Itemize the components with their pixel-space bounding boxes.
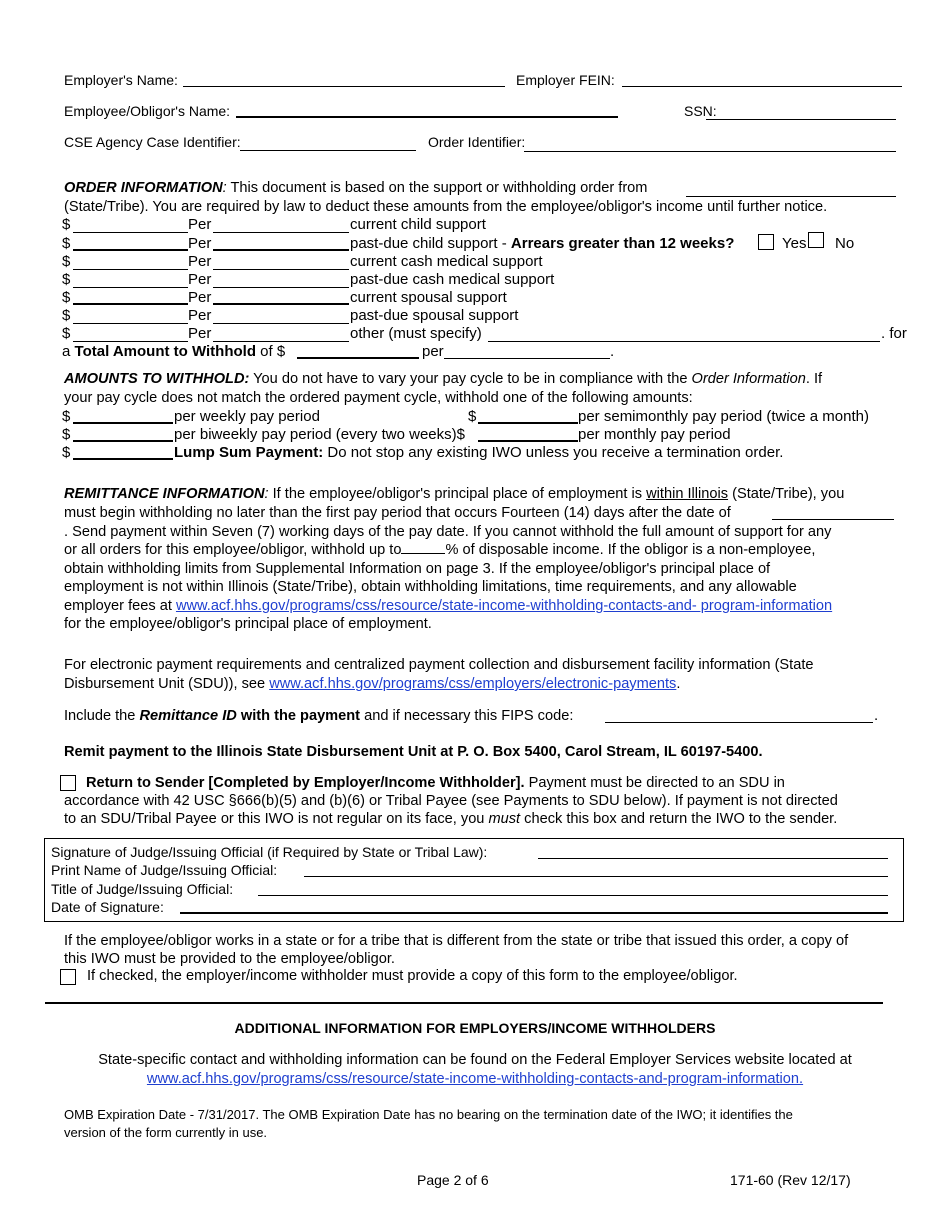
omb-line1: OMB Expiration Date - 7/31/2017. The OMB Expiration Date has no bearing on the termination date of the IWO; it identifies the bbox=[64, 1107, 793, 1122]
copy-check-text: If checked, the employer/income withholder must provide a copy of this form to the employee/obligor. bbox=[87, 968, 738, 984]
row-desc: current spousal support bbox=[350, 289, 507, 306]
signature-label: Signature of Judge/Issuing Official (if Required by State or Tribal Law): bbox=[51, 844, 488, 860]
row-desc: other (must specify) bbox=[350, 325, 482, 342]
employer-fein-field[interactable] bbox=[622, 86, 902, 87]
per-label: Per bbox=[188, 289, 212, 306]
additional-heading: ADDITIONAL INFORMATION FOR EMPLOYERS/INCOME WITHHOLDERS bbox=[234, 1020, 716, 1036]
remit-line4 bbox=[64, 541, 815, 560]
order-state-field[interactable] bbox=[686, 196, 896, 197]
date-field[interactable] bbox=[180, 912, 888, 914]
arrears-no-checkbox[interactable] bbox=[808, 232, 824, 248]
total-label bbox=[62, 343, 285, 360]
total-of: of $ bbox=[256, 343, 286, 360]
title-label: Title of Judge/Issuing Official: bbox=[51, 881, 234, 897]
per-label: Per bbox=[188, 253, 212, 270]
additional-line1: State-specific contact and withholding information can be found on the Federal Employer Services website located at bbox=[98, 1052, 852, 1068]
fips-end: . bbox=[874, 707, 879, 724]
monthly-label: per monthly pay period bbox=[578, 426, 731, 443]
per-label: Per bbox=[188, 235, 212, 252]
biweekly-label: per biweekly pay period (every two weeks)$ bbox=[174, 426, 465, 443]
row-desc: current child support bbox=[350, 216, 486, 233]
print-name-label: Print Name of Judge/Issuing Official: bbox=[51, 862, 278, 878]
order-id-field[interactable] bbox=[524, 151, 896, 152]
state-contacts-link[interactable]: www.acf.hhs.gov/programs/css/resource/state-income-withholding-contacts-and- program-information bbox=[175, 598, 833, 614]
per-label: Per bbox=[188, 216, 212, 233]
return-line3 bbox=[64, 810, 837, 829]
dollar-sign: $ bbox=[62, 325, 71, 342]
remit-state: within Illinois bbox=[646, 486, 729, 502]
amount-field[interactable] bbox=[73, 341, 188, 342]
per-label: Per bbox=[188, 271, 212, 288]
remit-id-d: and if necessary this FIPS code: bbox=[360, 708, 574, 724]
lump-sum-label: Lump Sum Payment: bbox=[174, 444, 324, 461]
electronic-l2b: . bbox=[676, 676, 681, 692]
order-info-line1 bbox=[64, 179, 647, 198]
dollar-sign: $ bbox=[62, 444, 71, 461]
electronic-line2 bbox=[64, 675, 680, 694]
employer-name-label: Employer's Name: bbox=[64, 72, 178, 88]
return-l3a: to an SDU/Tribal Payee or this IWO is not regular on its face, you bbox=[64, 811, 489, 827]
electronic-payments-link[interactable]: www.acf.hhs.gov/programs/css/employers/electronic-payments bbox=[269, 676, 677, 692]
period-field[interactable] bbox=[213, 323, 349, 324]
amount-field[interactable] bbox=[73, 249, 188, 251]
order-info-heading: ORDER INFORMATION bbox=[64, 180, 223, 196]
amounts-heading: AMOUNTS TO WITHHOLD: bbox=[64, 371, 250, 387]
remit-heading: REMITTANCE INFORMATION bbox=[64, 486, 265, 502]
return-l3c: check this box and return the IWO to the sender. bbox=[520, 811, 838, 827]
amount-field[interactable] bbox=[73, 323, 188, 324]
remit-line5: obtain withholding limits from Supplemental Information on page 3. If the employee/obligor's principal place of bbox=[64, 561, 771, 577]
state-contacts-link-2[interactable]: www.acf.hhs.gov/programs/css/resource/state-income-withholding-contacts-and-program-information. bbox=[146, 1071, 804, 1087]
amounts-text-b: Order Information bbox=[691, 371, 806, 387]
copy-notice-line1: If the employee/obligor works in a state or for a tribe that is different from the state or tribe that issued this order, a copy of bbox=[64, 933, 849, 949]
date-label: Date of Signature: bbox=[51, 899, 164, 915]
semimonthly-amount-field[interactable] bbox=[478, 422, 578, 424]
for-label: . for bbox=[881, 325, 907, 342]
row-desc: past-due spousal support bbox=[350, 307, 519, 324]
remit-line3: . Send payment within Seven (7) working days of the pay date. If you cannot withhold the full amount of support for any bbox=[64, 524, 832, 540]
fips-code-field[interactable] bbox=[605, 722, 873, 723]
amount-field[interactable] bbox=[73, 287, 188, 288]
return-to-sender-checkbox[interactable] bbox=[60, 775, 76, 791]
remit-l1c: (State/Tribe), you bbox=[728, 486, 845, 502]
weekly-amount-field[interactable] bbox=[73, 422, 173, 424]
withhold-percent-field[interactable] bbox=[401, 541, 445, 554]
employee-name-field[interactable] bbox=[236, 116, 618, 118]
row-desc: past-due cash medical support bbox=[350, 271, 555, 288]
total-end: . bbox=[610, 343, 615, 360]
remit-line7 bbox=[64, 597, 832, 616]
row-desc-text: past-due child support - bbox=[350, 235, 511, 252]
omb-line2: version of the form currently in use. bbox=[64, 1125, 268, 1140]
per-label: Per bbox=[188, 325, 212, 342]
signature-field[interactable] bbox=[538, 858, 888, 859]
remit-line8: for the employee/obligor's principal place of employment. bbox=[64, 616, 432, 632]
amounts-text-a: You do not have to vary your pay cycle to be in compliance with the bbox=[249, 371, 692, 387]
order-info-intro: This document is based on the support or withholding order from bbox=[226, 180, 648, 196]
period-field[interactable] bbox=[213, 269, 349, 270]
remit-l7a: employer fees at bbox=[64, 598, 176, 614]
additional-link-line bbox=[0, 1071, 950, 1087]
period-field[interactable] bbox=[213, 232, 349, 233]
amounts-line2: your pay cycle does not match the ordered payment cycle, withhold one of the following amounts: bbox=[64, 390, 693, 406]
return-must: must bbox=[488, 811, 521, 827]
remit-id-a: Include the bbox=[64, 708, 140, 724]
period-field[interactable] bbox=[213, 303, 349, 305]
section-divider bbox=[45, 1002, 883, 1004]
remit-date-field[interactable] bbox=[772, 519, 894, 520]
print-name-field[interactable] bbox=[304, 876, 888, 877]
arrears-yes-label: Yes bbox=[782, 235, 807, 252]
lump-amount-field[interactable] bbox=[73, 458, 173, 460]
dollar-sign: $ bbox=[62, 271, 71, 288]
monthly-amount-field[interactable] bbox=[478, 440, 578, 442]
remit-l1a: If the employee/obligor's principal place of employment is bbox=[268, 486, 647, 502]
electronic-l2a: Disbursement Unit (SDU)), see bbox=[64, 676, 270, 692]
return-line2: accordance with 42 USC §666(b)(5) and (b)(6) or Tribal Payee (see Payments to SDU below). If payment is not directed bbox=[64, 793, 838, 809]
remit-line2: must begin withholding no later than the first pay period that occurs Fourteen (14) days after the date of bbox=[64, 505, 731, 521]
dollar-sign: $ bbox=[62, 235, 71, 252]
other-specify-field[interactable] bbox=[488, 341, 880, 342]
form-id: 171-60 (Rev 12/17) bbox=[730, 1172, 851, 1188]
copy-notice-line2: this IWO must be provided to the employee/obligor. bbox=[64, 951, 395, 967]
dollar-sign: $ bbox=[62, 253, 71, 270]
dollar-sign: $ bbox=[62, 216, 71, 233]
amount-field[interactable] bbox=[73, 303, 188, 305]
remit-l4b: % of disposable income. If the obligor is a non-employee, bbox=[445, 542, 816, 558]
lump-sum-desc: Do not stop any existing IWO unless you receive a termination order. bbox=[323, 444, 784, 461]
period-field[interactable] bbox=[213, 287, 349, 288]
employee-name-label: Employee/Obligor's Name: bbox=[64, 103, 231, 119]
return-line1 bbox=[86, 774, 785, 793]
remit-id-line bbox=[64, 707, 573, 726]
amounts-line1 bbox=[64, 370, 822, 389]
ssn-label: SSN: bbox=[684, 103, 717, 119]
title-field[interactable] bbox=[258, 895, 888, 896]
arrears-label: Arrears greater than 12 weeks? bbox=[510, 235, 735, 252]
return-label: Return to Sender [Completed by Employer/Income Withholder]. bbox=[86, 775, 525, 791]
dollar-sign: $ bbox=[62, 289, 71, 306]
biweekly-amount-field[interactable] bbox=[73, 440, 173, 442]
total-period-field[interactable] bbox=[444, 358, 610, 359]
dollar-sign: $ bbox=[468, 408, 477, 425]
cse-case-field[interactable] bbox=[240, 150, 416, 151]
remit-line6: employment is not within Illinois (State/Tribe), obtain withholding limitations, time requirements, and any allowable bbox=[64, 579, 797, 595]
remit-line1 bbox=[64, 485, 844, 504]
period-field[interactable] bbox=[213, 341, 349, 342]
remit-address: Remit payment to the Illinois State Disbursement Unit at P. O. Box 5400, Carol Stream, IL 60197-5400. bbox=[64, 744, 763, 760]
period-field[interactable] bbox=[213, 249, 349, 251]
total-prefix: a bbox=[62, 343, 75, 360]
remit-id-label: Remittance ID bbox=[139, 708, 237, 724]
order-info-line2: (State/Tribe). You are required by law to deduct these amounts from the employee/obligor's income until further notice. bbox=[64, 199, 828, 215]
weekly-label: per weekly pay period bbox=[174, 408, 320, 425]
total-amount-label: Total Amount to Withhold bbox=[74, 343, 256, 360]
row-desc bbox=[350, 235, 734, 252]
dollar-sign: $ bbox=[62, 307, 71, 324]
dollar-sign: $ bbox=[62, 408, 71, 425]
order-id-label: Order Identifier: bbox=[428, 134, 526, 150]
remit-id-c: with the payment bbox=[236, 708, 361, 724]
employer-name-field[interactable] bbox=[183, 86, 505, 87]
arrears-yes-checkbox[interactable] bbox=[758, 234, 774, 250]
amount-field[interactable] bbox=[73, 232, 188, 233]
per-label: Per bbox=[188, 307, 212, 324]
dollar-sign: $ bbox=[62, 426, 71, 443]
amount-field[interactable] bbox=[73, 269, 188, 270]
order-info-colon: : bbox=[222, 180, 227, 196]
row-desc: current cash medical support bbox=[350, 253, 543, 270]
copy-to-employee-checkbox[interactable] bbox=[60, 969, 76, 985]
ssn-field[interactable] bbox=[706, 119, 896, 120]
arrears-no-label: No bbox=[835, 235, 855, 252]
remit-l4a: or all orders for this employee/obligor, withhold up to bbox=[64, 542, 402, 558]
return-l1: Payment must be directed to an SDU in bbox=[524, 775, 785, 791]
total-amount-field[interactable] bbox=[297, 357, 419, 359]
cse-case-label: CSE Agency Case Identifier: bbox=[64, 134, 241, 150]
electronic-line1: For electronic payment requirements and centralized payment collection and disbursement facility information (State bbox=[64, 657, 814, 673]
amounts-text-c: . If bbox=[805, 371, 823, 387]
lump-sum-text bbox=[174, 444, 783, 461]
employer-fein-label: Employer FEIN: bbox=[516, 72, 615, 88]
total-per-label: per bbox=[422, 343, 444, 360]
remit-colon: : bbox=[264, 486, 269, 502]
page-number: Page 2 of 6 bbox=[417, 1172, 489, 1188]
semimonthly-label: per semimonthly pay period (twice a month) bbox=[578, 408, 869, 425]
